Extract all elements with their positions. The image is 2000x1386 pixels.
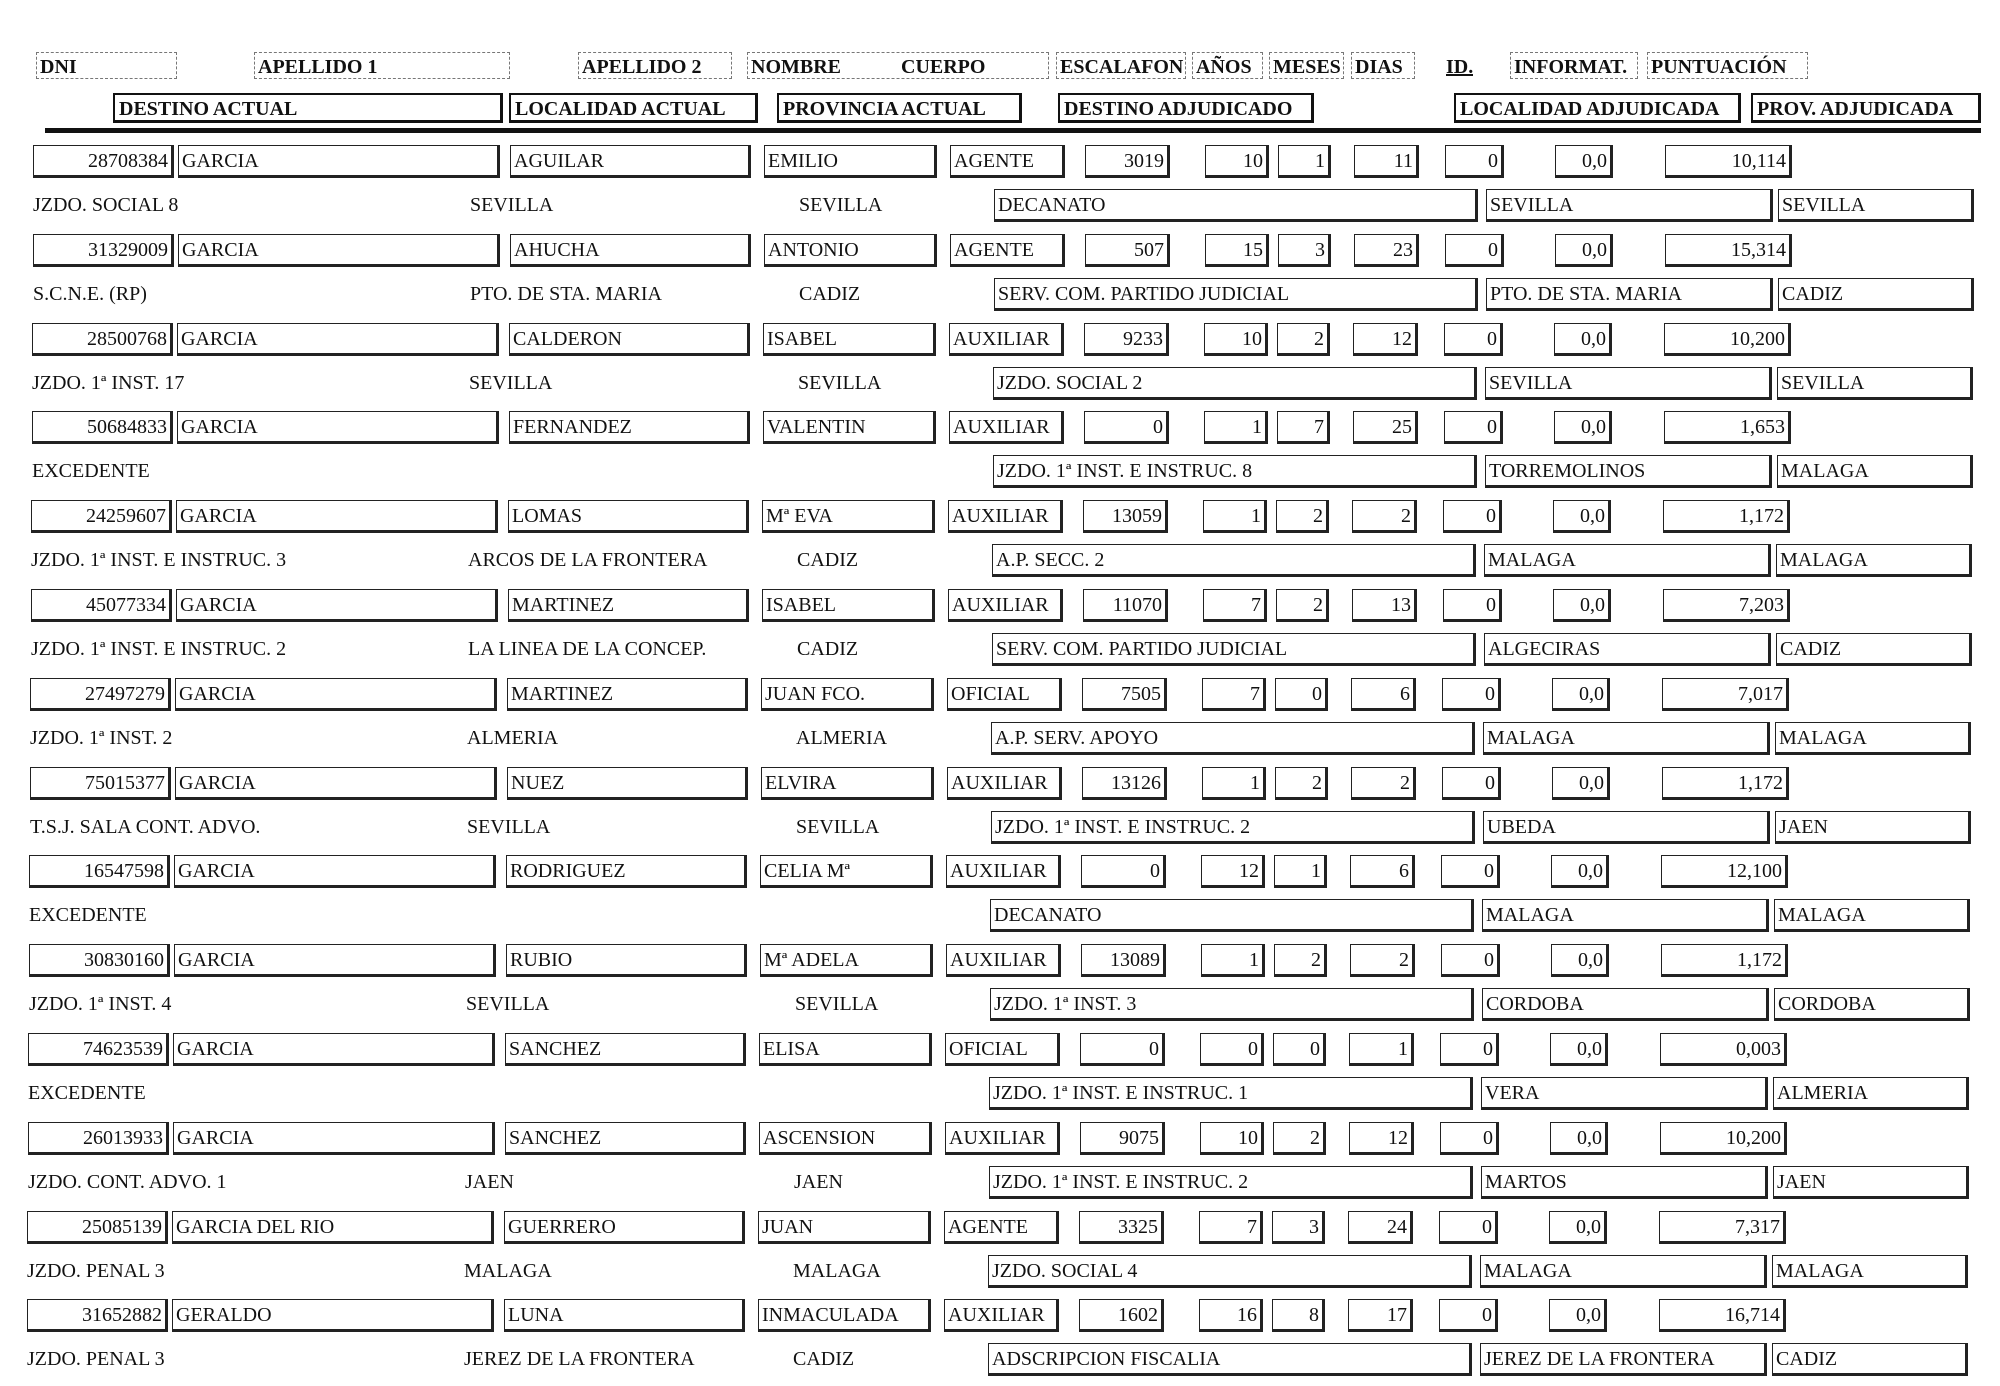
field-escalafon: 0 bbox=[1084, 411, 1169, 444]
field-id: 0 bbox=[1444, 411, 1503, 444]
field-ap2: FERNANDEZ bbox=[509, 411, 750, 444]
field-localidad-adj: MARTOS bbox=[1481, 1166, 1768, 1199]
field-escalafon: 1602 bbox=[1079, 1299, 1164, 1332]
field-ap2: LUNA bbox=[504, 1299, 745, 1332]
field-prov-adj: CORDOBA bbox=[1774, 988, 1970, 1021]
field-puntuacion: 12,100 bbox=[1661, 855, 1788, 888]
field-localidad-adj: SEVILLA bbox=[1486, 189, 1773, 222]
field-informat: 0,0 bbox=[1553, 589, 1611, 622]
field-localidad-adj: MALAGA bbox=[1482, 899, 1769, 932]
field-dias: 2 bbox=[1350, 944, 1415, 977]
field-nombre: Mª EVA bbox=[762, 500, 935, 533]
field-cuerpo: AGENTE bbox=[950, 145, 1065, 178]
field-id: 0 bbox=[1445, 145, 1504, 178]
field-localidad-adj: CORDOBA bbox=[1482, 988, 1769, 1021]
field-localidad-adj: VERA bbox=[1481, 1077, 1768, 1110]
header-provincia-actual: PROVINCIA ACTUAL bbox=[777, 93, 1022, 123]
field-localidad-adj: MALAGA bbox=[1480, 1255, 1767, 1288]
field-dias: 17 bbox=[1348, 1299, 1413, 1332]
field-prov-adj: MALAGA bbox=[1777, 455, 1973, 488]
field-ap2: AHUCHA bbox=[510, 234, 751, 267]
field-nombre: ANTONIO bbox=[764, 234, 937, 267]
field-meses: 2 bbox=[1276, 589, 1329, 622]
field-informat: 0,0 bbox=[1552, 767, 1610, 800]
field-destino-adj: JZDO. SOCIAL 2 bbox=[993, 367, 1477, 400]
field-localidad-actual: PTO. DE STA. MARIA bbox=[470, 283, 662, 305]
field-localidad-actual: SEVILLA bbox=[466, 993, 550, 1015]
header-apellido1: APELLIDO 1 bbox=[254, 52, 510, 79]
field-meses: 1 bbox=[1274, 855, 1327, 888]
field-ap2: SANCHEZ bbox=[505, 1033, 746, 1066]
field-informat: 0,0 bbox=[1550, 1122, 1608, 1155]
field-ap1: GARCIA bbox=[174, 944, 496, 977]
header-anos: AÑOS bbox=[1192, 52, 1263, 79]
field-dni: 75015377 bbox=[30, 767, 171, 800]
header-destino-adjudicado: DESTINO ADJUDICADO bbox=[1058, 93, 1314, 123]
field-escalafon: 11070 bbox=[1083, 589, 1168, 622]
field-cuerpo: AGENTE bbox=[944, 1211, 1059, 1244]
field-destino-actual: S.C.N.E. (RP) bbox=[33, 283, 147, 305]
field-destino-actual: EXCEDENTE bbox=[32, 460, 150, 482]
field-cuerpo: AUXILIAR bbox=[949, 323, 1064, 356]
field-id: 0 bbox=[1440, 1122, 1499, 1155]
field-localidad-adj: TORREMOLINOS bbox=[1485, 455, 1772, 488]
field-cuerpo: AUXILIAR bbox=[946, 944, 1061, 977]
field-informat: 0,0 bbox=[1555, 145, 1613, 178]
field-localidad-actual: MALAGA bbox=[464, 1260, 552, 1282]
field-id: 0 bbox=[1443, 500, 1502, 533]
field-ap2: NUEZ bbox=[507, 767, 748, 800]
header-dni: DNI bbox=[36, 52, 177, 79]
field-destino-actual: JZDO. PENAL 3 bbox=[27, 1260, 165, 1282]
field-puntuacion: 1,653 bbox=[1664, 411, 1791, 444]
field-id: 0 bbox=[1444, 323, 1503, 356]
field-ap1: GARCIA bbox=[174, 855, 496, 888]
field-meses: 0 bbox=[1273, 1033, 1326, 1066]
field-cuerpo: AGENTE bbox=[950, 234, 1065, 267]
field-localidad-adj: SEVILLA bbox=[1485, 367, 1772, 400]
field-localidad-actual: LA LINEA DE LA CONCEP. bbox=[468, 638, 707, 660]
field-localidad-adj: ALGECIRAS bbox=[1484, 633, 1771, 666]
field-anos: 7 bbox=[1203, 589, 1267, 622]
field-dias: 12 bbox=[1353, 323, 1418, 356]
field-id: 0 bbox=[1439, 1299, 1498, 1332]
field-ap1: GARCIA bbox=[177, 411, 499, 444]
field-cuerpo: AUXILIAR bbox=[945, 1122, 1060, 1155]
field-anos: 7 bbox=[1202, 678, 1266, 711]
field-dni: 74623539 bbox=[28, 1033, 169, 1066]
field-destino-adj: JZDO. 1ª INST. E INSTRUC. 1 bbox=[989, 1077, 1473, 1110]
field-ap1: GARCIA bbox=[176, 589, 498, 622]
field-informat: 0,0 bbox=[1554, 411, 1612, 444]
field-nombre: ASCENSION bbox=[759, 1122, 932, 1155]
field-meses: 8 bbox=[1272, 1299, 1325, 1332]
field-provincia-actual: SEVILLA bbox=[795, 993, 879, 1015]
field-dias: 13 bbox=[1352, 589, 1417, 622]
field-prov-adj: JAEN bbox=[1775, 811, 1971, 844]
header-informat: INFORMAT. bbox=[1510, 52, 1638, 79]
field-informat: 0,0 bbox=[1551, 855, 1609, 888]
field-puntuacion: 7,203 bbox=[1663, 589, 1790, 622]
field-localidad-actual bbox=[466, 899, 786, 911]
field-puntuacion: 1,172 bbox=[1663, 500, 1790, 533]
field-ap1: GARCIA DEL RIO bbox=[172, 1211, 494, 1244]
field-dias: 25 bbox=[1353, 411, 1418, 444]
field-dni: 24259607 bbox=[31, 500, 172, 533]
field-provincia-actual: MALAGA bbox=[793, 1260, 881, 1282]
field-localidad-adj: PTO. DE STA. MARIA bbox=[1486, 278, 1773, 311]
field-dni: 50684833 bbox=[32, 411, 173, 444]
field-meses: 1 bbox=[1278, 145, 1331, 178]
header-apellido2: APELLIDO 2 bbox=[578, 52, 732, 79]
field-anos: 1 bbox=[1202, 767, 1266, 800]
field-destino-adj: JZDO. SOCIAL 4 bbox=[988, 1255, 1472, 1288]
field-destino-adj: JZDO. 1ª INST. 3 bbox=[990, 988, 1474, 1021]
header-divider bbox=[45, 128, 1981, 133]
field-dias: 11 bbox=[1354, 145, 1419, 178]
field-provincia-actual: JAEN bbox=[794, 1171, 843, 1193]
field-cuerpo: OFICIAL bbox=[945, 1033, 1060, 1066]
field-puntuacion: 7,017 bbox=[1662, 678, 1789, 711]
field-puntuacion: 16,714 bbox=[1659, 1299, 1786, 1332]
field-cuerpo: AUXILIAR bbox=[948, 589, 1063, 622]
field-informat: 0,0 bbox=[1552, 678, 1610, 711]
field-destino-adj: DECANATO bbox=[990, 899, 1474, 932]
field-escalafon: 13126 bbox=[1082, 767, 1167, 800]
field-provincia-actual: CADIZ bbox=[797, 638, 859, 660]
field-escalafon: 9075 bbox=[1080, 1122, 1165, 1155]
field-destino-actual: JZDO. 1ª INST. E INSTRUC. 2 bbox=[31, 638, 287, 660]
field-meses: 2 bbox=[1275, 767, 1328, 800]
field-provincia-actual: ALMERIA bbox=[796, 727, 888, 749]
field-escalafon: 0 bbox=[1080, 1033, 1165, 1066]
field-provincia-actual: SEVILLA bbox=[798, 372, 882, 394]
field-destino-adj: JZDO. 1ª INST. E INSTRUC. 2 bbox=[989, 1166, 1473, 1199]
field-prov-adj: MALAGA bbox=[1775, 722, 1971, 755]
field-escalafon: 7505 bbox=[1082, 678, 1167, 711]
header-destino-actual: DESTINO ACTUAL bbox=[113, 93, 503, 123]
field-localidad-actual: ALMERIA bbox=[467, 727, 559, 749]
field-meses: 2 bbox=[1276, 500, 1329, 533]
field-ap2: AGUILAR bbox=[510, 145, 751, 178]
field-meses: 0 bbox=[1275, 678, 1328, 711]
field-prov-adj: CADIZ bbox=[1778, 278, 1974, 311]
field-cuerpo: OFICIAL bbox=[947, 678, 1062, 711]
field-destino-actual: T.S.J. SALA CONT. ADVO. bbox=[30, 816, 261, 838]
field-ap2: SANCHEZ bbox=[505, 1122, 746, 1155]
field-anos: 1 bbox=[1204, 411, 1268, 444]
field-anos: 10 bbox=[1200, 1122, 1264, 1155]
field-prov-adj: ALMERIA bbox=[1773, 1077, 1969, 1110]
field-anos: 1 bbox=[1201, 944, 1265, 977]
field-nombre: INMACULADA bbox=[758, 1299, 931, 1332]
field-puntuacion: 10,200 bbox=[1660, 1122, 1787, 1155]
field-dni: 31652882 bbox=[27, 1299, 168, 1332]
field-localidad-actual: JEREZ DE LA FRONTERA bbox=[464, 1348, 695, 1370]
field-localidad-actual: SEVILLA bbox=[469, 372, 553, 394]
field-ap2: MARTINEZ bbox=[508, 589, 749, 622]
header-id: ID. bbox=[1446, 57, 1474, 77]
field-puntuacion: 7,317 bbox=[1659, 1211, 1786, 1244]
field-provincia-actual: CADIZ bbox=[793, 1348, 855, 1370]
field-anos: 15 bbox=[1205, 234, 1269, 267]
header-meses: MESES bbox=[1269, 52, 1344, 79]
field-escalafon: 0 bbox=[1081, 855, 1166, 888]
field-informat: 0,0 bbox=[1551, 944, 1609, 977]
field-dias: 6 bbox=[1350, 855, 1415, 888]
field-dni: 28500768 bbox=[32, 323, 173, 356]
field-ap2: RODRIGUEZ bbox=[506, 855, 747, 888]
field-destino-actual: JZDO. CONT. ADVO. 1 bbox=[28, 1171, 227, 1193]
field-destino-adj: ADSCRIPCION FISCALIA bbox=[988, 1343, 1472, 1376]
field-destino-actual: JZDO. 1ª INST. 2 bbox=[30, 727, 173, 749]
field-id: 0 bbox=[1443, 589, 1502, 622]
field-escalafon: 3019 bbox=[1085, 145, 1170, 178]
field-ap1: GARCIA bbox=[173, 1122, 495, 1155]
field-prov-adj: JAEN bbox=[1773, 1166, 1969, 1199]
field-dias: 6 bbox=[1351, 678, 1416, 711]
field-meses: 2 bbox=[1277, 323, 1330, 356]
field-destino-actual: JZDO. 1ª INST. E INSTRUC. 3 bbox=[31, 549, 287, 571]
field-cuerpo: AUXILIAR bbox=[949, 411, 1064, 444]
field-id: 0 bbox=[1440, 1033, 1499, 1066]
field-destino-adj: JZDO. 1ª INST. E INSTRUC. 2 bbox=[991, 811, 1475, 844]
field-dni: 45077334 bbox=[31, 589, 172, 622]
header-localidad-adjudicada: LOCALIDAD ADJUDICADA bbox=[1454, 93, 1741, 123]
field-nombre: JUAN bbox=[758, 1211, 931, 1244]
field-provincia-actual: SEVILLA bbox=[799, 194, 883, 216]
field-puntuacion: 15,314 bbox=[1665, 234, 1792, 267]
field-meses: 2 bbox=[1273, 1122, 1326, 1155]
field-nombre: VALENTIN bbox=[763, 411, 936, 444]
field-ap2: MARTINEZ bbox=[507, 678, 748, 711]
header-puntuacion: PUNTUACIÓN bbox=[1647, 52, 1808, 79]
field-nombre: EMILIO bbox=[764, 145, 937, 178]
field-id: 0 bbox=[1445, 234, 1504, 267]
field-nombre: Mª ADELA bbox=[760, 944, 933, 977]
field-id: 0 bbox=[1442, 767, 1501, 800]
field-dias: 12 bbox=[1349, 1122, 1414, 1155]
field-ap1: GARCIA bbox=[176, 500, 498, 533]
field-provincia-actual bbox=[794, 1077, 974, 1089]
field-ap2: GUERRERO bbox=[504, 1211, 745, 1244]
field-puntuacion: 10,200 bbox=[1664, 323, 1791, 356]
field-informat: 0,0 bbox=[1553, 500, 1611, 533]
field-puntuacion: 10,114 bbox=[1665, 145, 1792, 178]
field-anos: 1 bbox=[1203, 500, 1267, 533]
field-escalafon: 3325 bbox=[1079, 1211, 1164, 1244]
field-localidad-actual: ARCOS DE LA FRONTERA bbox=[468, 549, 708, 571]
field-localidad-adj: JEREZ DE LA FRONTERA bbox=[1480, 1343, 1767, 1376]
field-nombre: ISABEL bbox=[763, 323, 936, 356]
field-meses: 3 bbox=[1278, 234, 1331, 267]
field-destino-adj: A.P. SECC. 2 bbox=[992, 544, 1476, 577]
field-destino-adj: SERV. COM. PARTIDO JUDICIAL bbox=[992, 633, 1476, 666]
field-informat: 0,0 bbox=[1549, 1299, 1607, 1332]
field-dni: 30830160 bbox=[29, 944, 170, 977]
field-localidad-actual: JAEN bbox=[465, 1171, 514, 1193]
field-escalafon: 13059 bbox=[1083, 500, 1168, 533]
field-meses: 7 bbox=[1277, 411, 1330, 444]
field-provincia-actual: SEVILLA bbox=[796, 816, 880, 838]
field-dni: 26013933 bbox=[28, 1122, 169, 1155]
field-id: 0 bbox=[1442, 678, 1501, 711]
field-dias: 2 bbox=[1351, 767, 1416, 800]
header-prov-adjudicada: PROV. ADJUDICADA bbox=[1751, 93, 1981, 123]
field-cuerpo: AUXILIAR bbox=[948, 500, 1063, 533]
header-dias: DIAS bbox=[1351, 52, 1415, 79]
field-escalafon: 13089 bbox=[1081, 944, 1166, 977]
field-ap1: GARCIA bbox=[178, 145, 500, 178]
field-ap2: LOMAS bbox=[508, 500, 749, 533]
field-dni: 31329009 bbox=[33, 234, 174, 267]
field-prov-adj: MALAGA bbox=[1774, 899, 1970, 932]
field-ap1: GARCIA bbox=[177, 323, 499, 356]
field-anos: 10 bbox=[1205, 145, 1269, 178]
field-anos: 7 bbox=[1199, 1211, 1263, 1244]
header-cuerpo: CUERPO bbox=[901, 57, 986, 77]
field-localidad-actual: SEVILLA bbox=[470, 194, 554, 216]
field-destino-actual: JZDO. 1ª INST. 17 bbox=[32, 372, 185, 394]
field-puntuacion: 1,172 bbox=[1661, 944, 1788, 977]
field-localidad-actual: SEVILLA bbox=[467, 816, 551, 838]
field-dni: 25085139 bbox=[27, 1211, 168, 1244]
field-destino-actual: EXCEDENTE bbox=[28, 1082, 146, 1104]
field-nombre: JUAN FCO. bbox=[761, 678, 934, 711]
field-dias: 23 bbox=[1354, 234, 1419, 267]
field-dias: 24 bbox=[1348, 1211, 1413, 1244]
field-ap1: GARCIA bbox=[175, 678, 497, 711]
field-destino-actual: JZDO. PENAL 3 bbox=[27, 1348, 165, 1370]
field-informat: 0,0 bbox=[1554, 323, 1612, 356]
field-nombre: CELIA Mª bbox=[760, 855, 933, 888]
field-localidad-actual bbox=[465, 1077, 785, 1089]
field-prov-adj: MALAGA bbox=[1776, 544, 1972, 577]
field-nombre: ELISA bbox=[759, 1033, 932, 1066]
header-nombre: NOMBRE bbox=[747, 52, 1049, 79]
field-ap1: GARCIA bbox=[175, 767, 497, 800]
header-localidad-actual: LOCALIDAD ACTUAL bbox=[509, 93, 758, 123]
field-prov-adj: MALAGA bbox=[1772, 1255, 1968, 1288]
field-destino-adj: A.P. SERV. APOYO bbox=[991, 722, 1475, 755]
field-id: 0 bbox=[1441, 944, 1500, 977]
field-informat: 0,0 bbox=[1549, 1211, 1607, 1244]
field-anos: 12 bbox=[1201, 855, 1265, 888]
field-destino-adj: DECANATO bbox=[994, 189, 1478, 222]
field-ap2: RUBIO bbox=[506, 944, 747, 977]
field-dni: 27497279 bbox=[30, 678, 171, 711]
field-dias: 2 bbox=[1352, 500, 1417, 533]
field-prov-adj: CADIZ bbox=[1772, 1343, 1968, 1376]
field-nombre: ISABEL bbox=[762, 589, 935, 622]
field-dni: 28708384 bbox=[33, 145, 174, 178]
field-localidad-adj: UBEDA bbox=[1483, 811, 1770, 844]
field-puntuacion: 1,172 bbox=[1662, 767, 1789, 800]
field-informat: 0,0 bbox=[1555, 234, 1613, 267]
field-provincia-actual bbox=[795, 899, 975, 911]
field-cuerpo: AUXILIAR bbox=[944, 1299, 1059, 1332]
field-prov-adj: SEVILLA bbox=[1777, 367, 1973, 400]
field-destino-actual: EXCEDENTE bbox=[29, 904, 147, 926]
field-destino-actual: JZDO. SOCIAL 8 bbox=[33, 194, 179, 216]
field-escalafon: 9233 bbox=[1084, 323, 1169, 356]
field-localidad-actual bbox=[469, 455, 789, 467]
field-provincia-actual: CADIZ bbox=[797, 549, 859, 571]
field-localidad-adj: MALAGA bbox=[1484, 544, 1771, 577]
field-dias: 1 bbox=[1349, 1033, 1414, 1066]
field-anos: 0 bbox=[1200, 1033, 1264, 1066]
field-destino-adj: JZDO. 1ª INST. E INSTRUC. 8 bbox=[993, 455, 1477, 488]
field-nombre: ELVIRA bbox=[761, 767, 934, 800]
field-ap1: GARCIA bbox=[178, 234, 500, 267]
field-provincia-actual bbox=[798, 455, 978, 467]
field-ap2: CALDERON bbox=[509, 323, 750, 356]
field-cuerpo: AUXILIAR bbox=[946, 855, 1061, 888]
field-anos: 16 bbox=[1199, 1299, 1263, 1332]
field-localidad-adj: MALAGA bbox=[1483, 722, 1770, 755]
field-destino-adj: SERV. COM. PARTIDO JUDICIAL bbox=[994, 278, 1478, 311]
field-ap1: GERALDO bbox=[172, 1299, 494, 1332]
field-dni: 16547598 bbox=[29, 855, 170, 888]
field-id: 0 bbox=[1441, 855, 1500, 888]
field-escalafon: 507 bbox=[1085, 234, 1170, 267]
field-anos: 10 bbox=[1204, 323, 1268, 356]
field-prov-adj: SEVILLA bbox=[1778, 189, 1974, 222]
field-destino-actual: JZDO. 1ª INST. 4 bbox=[29, 993, 172, 1015]
field-prov-adj: CADIZ bbox=[1776, 633, 1972, 666]
field-meses: 3 bbox=[1272, 1211, 1325, 1244]
field-puntuacion: 0,003 bbox=[1660, 1033, 1787, 1066]
header-escalafon: ESCALAFON bbox=[1056, 52, 1186, 79]
field-informat: 0,0 bbox=[1550, 1033, 1608, 1066]
field-meses: 2 bbox=[1274, 944, 1327, 977]
field-provincia-actual: CADIZ bbox=[799, 283, 861, 305]
field-ap1: GARCIA bbox=[173, 1033, 495, 1066]
field-id: 0 bbox=[1439, 1211, 1498, 1244]
field-cuerpo: AUXILIAR bbox=[947, 767, 1062, 800]
